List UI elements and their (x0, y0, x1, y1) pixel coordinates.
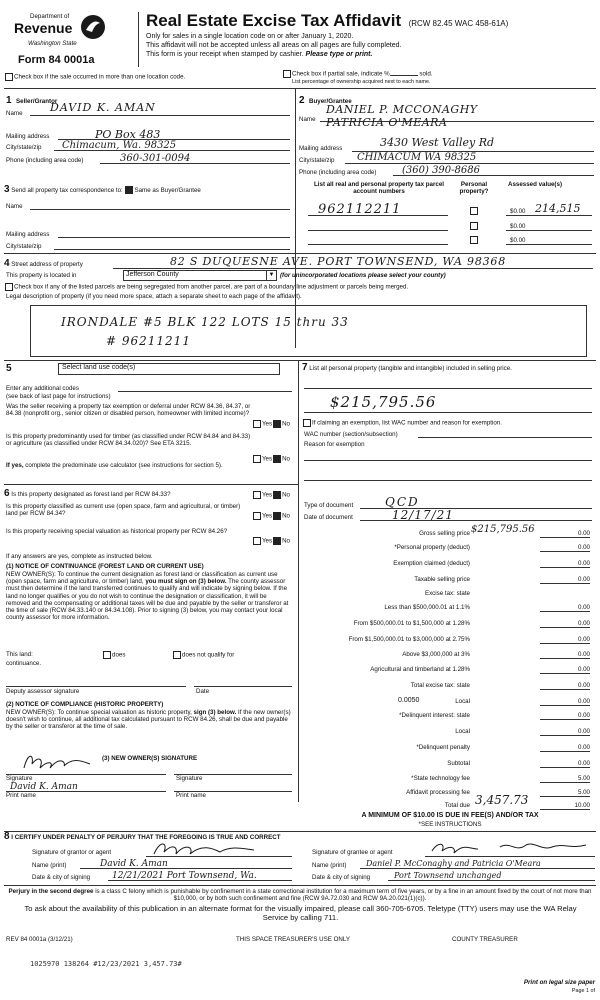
taxable-value[interactable]: 0.00 (540, 576, 590, 584)
street-address[interactable]: 82 S DUQUESNE AVE. PORT TOWNSEND, WA 98368 (170, 255, 507, 268)
excise-state-label: Excise tax: state (424, 590, 470, 597)
seller-mailing[interactable]: PO Box 483 (95, 128, 161, 141)
certify: 8 I CERTIFY UNDER PENALTY OF PERJURY THAT THE FOREGOING IS TRUE AND CORRECT (4, 831, 281, 842)
new-owner-print-label-2: Print name (176, 792, 206, 799)
continuance: continuance. (6, 660, 42, 667)
county-treasurer: COUNTY TREASURER (452, 936, 518, 943)
does-not-check[interactable]: does not qualify for (172, 651, 234, 659)
seller-city[interactable]: Chimacum, Wa. 98325 (62, 140, 177, 151)
assessed-value-1-hw: 214,515 (535, 202, 581, 215)
send-correspondence: 3 Send all property tax correspondence to: Same as Buyer/Grantee (4, 184, 201, 195)
county-label: This property is located in (6, 272, 77, 279)
doc-type-label: Type of document (304, 502, 354, 509)
s6-q3: Is this property receiving special valuation as historical property per RCW 84.26? (6, 528, 228, 535)
total-state-value[interactable]: 0.00 (540, 682, 590, 690)
penalty-value[interactable]: 0.00 (540, 744, 590, 752)
notice2-text: NEW OWNER(S): To continue special valuation as historic property, sign (3) below. If the new owner(s) doesn't wish to continue, all additional tax calculated pursuant to RCW 84.26, shall be due and payable by the seller or transferor at the time of sale. (6, 709, 291, 731)
buyer-name-2[interactable]: PATRICIA O'MEARA (326, 116, 448, 129)
tier4-label: Above $3,000,000 at 3% (402, 651, 470, 658)
total-due-value[interactable]: 10.00 (540, 802, 590, 810)
tier4-value[interactable]: 0.00 (540, 651, 590, 659)
subtotal-value[interactable]: 0.00 (540, 760, 590, 768)
personal-header: Personal property? (459, 181, 489, 196)
header-line-1: Only for sales in a single location code on or after January 1, 2020. (146, 33, 354, 40)
personal-property-value[interactable]: $215,795.56 (330, 393, 437, 411)
wa-state-logo-icon (80, 14, 106, 40)
s3-mailing-label: Mailing address (6, 231, 50, 238)
s5-q1-yes[interactable] (253, 420, 261, 428)
local-value[interactable]: 0.00 (540, 698, 590, 706)
s6-q2-yes[interactable] (253, 512, 261, 520)
seller-mailing-label: Mailing address (6, 133, 50, 140)
total-due-label: Total due (444, 802, 470, 809)
agency-name: Revenue (14, 20, 73, 36)
s5-q2: Is this property predominantly used for timber (as classified under RCW 84.84 and 84.33) or agriculture (as classified under RCW 84.34.020)? See ETA 3215. (6, 433, 251, 448)
notice1-text: NEW OWNER(S): To continue the current designation as forest land or classification as current use (open space, farm and agriculture, or timber) land, you must sign on (3) below. The county assessor must then determine if the land transferred continues to qualify and will indicate by signing below. If the land no longer qualifies or you do not wish to continue the designation or classification, it will be removed and the compensating or additional taxes will be due and payable by the seller or transferor at the time of sale (RCW 84.33.140 or 84.34.108). Prior to signing (3) below, you may contact your local county assessor for more information. (6, 571, 289, 622)
does-check[interactable]: does (102, 651, 125, 659)
seller-phone[interactable]: 360-301-0094 (120, 153, 191, 164)
seller-city-label: City/state/zip (6, 144, 42, 151)
legal-line-2: # 96211211 (106, 334, 191, 348)
does-not-checkbox[interactable] (173, 651, 181, 659)
legal-description-box[interactable] (30, 305, 587, 357)
wac-label: WAC number (section/subsection) (304, 431, 398, 438)
new-owner-print-name[interactable]: David K. Aman (10, 782, 78, 792)
claim-label: If claiming an exemption, list WAC number and reason for exemption. (302, 419, 502, 427)
segregated-check[interactable]: Check box if any of the listed parcels are being segregated from another parcel, are part of a boundary line adjustment or parcels being merged. (4, 283, 408, 291)
tier3-value[interactable]: 0.00 (540, 636, 590, 644)
s5-q1-no[interactable] (273, 420, 281, 428)
see-back: (see back of last page for instructions) (6, 393, 111, 400)
ag-label: Agricultural and timberland at 1.28% (370, 666, 470, 673)
delinq-state-value[interactable]: 0.00 (540, 712, 590, 720)
doc-type-value[interactable]: QCD (385, 495, 420, 509)
doc-date-label: Date of document (304, 514, 353, 521)
dor-logo (8, 12, 133, 67)
new-owner-sig-label-2: Signature (176, 775, 203, 782)
tier1-label: Less than $500,000.01 at 1.1% (384, 604, 470, 611)
buyer-city[interactable]: CHIMACUM WA 98325 (357, 152, 477, 163)
parcel-number[interactable]: 962112211 (318, 202, 402, 217)
partial-sale-check[interactable]: Check box if partial sale, indicate % sold. (282, 70, 433, 78)
s5-q2-note: If yes, complete the predominate use calculator (see instructions for section 5). (6, 462, 223, 469)
new-owner-print-label: Print name (6, 792, 36, 799)
delinq-local-label: Local (455, 728, 470, 735)
subtotal-label: Subtotal (447, 760, 470, 767)
form-number: Form 84 0001a (18, 54, 95, 66)
seller-heading: 1 Seller/Grantor (6, 95, 58, 106)
taxable-label: Taxable selling price (414, 576, 470, 583)
buyer-heading: 2 Buyer/Grantee (299, 95, 352, 106)
grantor-sig-label: Signature of grantor or agent (32, 849, 112, 856)
seller-name[interactable]: DAVID K. AMAN (50, 101, 156, 114)
grantor-signature[interactable] (150, 840, 260, 858)
assessed-value-3[interactable]: $0.00 (510, 237, 526, 244)
buyer-city-label: City/state/zip (299, 157, 335, 164)
alternate-format: To ask about the availability of this publication in an alternate format for the visually impaired, please call 360-705-6705. Teletype (TTY) users may use the WA Relay Service by calling 711. (24, 904, 577, 922)
same-as-buyer-checkbox[interactable] (125, 186, 133, 194)
tier3-label: From $1,500,000.01 to $3,000,000 at 2.75% (348, 636, 470, 643)
s6-q3-answer: Yes No (252, 537, 290, 545)
grantor-date-city[interactable]: 12/21/2021 Port Townsend, Wa. (112, 871, 257, 881)
tier2-label: From $500,000.01 to $1,500,000 at 1.28% (353, 620, 470, 627)
new-owner-signature[interactable] (20, 750, 100, 774)
s5-q1: Was the seller receiving a property tax exemption or deferral under RCW 84.36, 84.37, or 84.38 (nonprofit org., senior citizen or disabled person, homeowner with limited income)? (6, 403, 251, 418)
grantee-date-city[interactable]: Port Townsend unchanged (394, 871, 502, 880)
legal-size-note: Print on legal size paper (523, 979, 595, 986)
section-5-number: 5 (6, 363, 12, 374)
street-label: 4 Street address of property (4, 258, 83, 269)
delinq-state-label: *Delinquent interest: state (399, 712, 470, 719)
list-personal: 7 List all personal property (tangible and intangible) included in selling price. (302, 362, 512, 373)
assessed-value-1[interactable]: $0.00 (510, 208, 526, 215)
multi-location-check[interactable]: Check box if the sale occurred in more than one location code. (4, 73, 185, 81)
tech-fee-value[interactable]: 5.00 (540, 775, 590, 783)
tier2-value[interactable]: 0.00 (540, 620, 590, 628)
minimum-note: A MINIMUM OF $10.00 IS DUE IN FEE(S) AND/OR TAX (361, 812, 539, 819)
page-number: Page 1 of (571, 988, 595, 994)
grantee-sig-label: Signature of grantee or agent (312, 849, 393, 856)
penalty-label: *Delinquent penalty (416, 744, 470, 751)
exemption-label: Exemption claimed (deduct) (393, 560, 470, 567)
notice3-title: (3) NEW OWNER(S) SIGNATURE (102, 755, 198, 762)
buyer-name-1[interactable]: DANIEL P. MCCONAGHY (326, 103, 478, 116)
buyer-mailing[interactable]: 3430 West Valley Rd (380, 136, 495, 149)
buyer-mailing-label: Mailing address (299, 145, 343, 152)
grantee-name-label: Name (print) (312, 862, 347, 869)
gross-hw: $215,795.56 (471, 524, 535, 535)
local-rate: 0.0050 (398, 697, 420, 704)
form-title: Real Estate Excise Tax Affidavit (RCW 82.45 WAC 458-61A) (146, 11, 509, 30)
s6-q1-yes[interactable] (253, 491, 261, 499)
assessed-value-2[interactable]: $0.00 (510, 223, 526, 230)
grantor-name-label: Name (print) (32, 862, 67, 869)
s6-if-yes: If any answers are yes, complete as instructed below. (6, 553, 153, 560)
total-due-hw: 3,457.73 (475, 793, 529, 807)
chevron-down-icon: ▼ (266, 271, 276, 280)
enter-codes: Enter any additional codes (6, 385, 79, 392)
s6-q1-no[interactable] (273, 491, 281, 499)
seller-name-label: Name (6, 110, 23, 117)
gross-value[interactable]: 0.00 (540, 530, 590, 538)
see-instructions: *SEE INSTRUCTIONS (418, 821, 482, 828)
personal-checkbox-2[interactable] (470, 222, 478, 230)
rev-number: REV 84 0001a (3/12/21) (6, 936, 73, 943)
grantee-date-label: Date & city of signing (312, 874, 371, 881)
s3-city-label: City/state/zip (6, 243, 42, 250)
perjury-notice: Perjury in the second degree is a class C felony which is punishable by confinement in a state correctional institution for a maximum term of five years, or by a fine in an amount fixed by the court of not more than $10,000, or by both such confinement and fine (RCW 9A.72.030 and RCW 9A.20.021(1)(c)). (8, 888, 592, 903)
treasurer-stamp: 1025970 138264 #12/23/2021 3,457.73# (30, 960, 182, 968)
delinq-local-value[interactable]: 0.00 (540, 728, 590, 736)
land-use-select[interactable]: Select land use code(s) (58, 363, 280, 375)
s5-q2-answer: Yes No (252, 455, 290, 463)
legal-line-1: IRONDALE #5 BLK 122 LOTS 15 thru 33 (61, 315, 349, 329)
s6-q3-yes[interactable] (253, 537, 261, 545)
s6-q2-answer: Yes No (252, 512, 290, 520)
this-land: This land: (6, 651, 33, 658)
doc-date-value[interactable]: 12/17/21 (392, 508, 454, 522)
seller-phone-label: Phone (including area code) (6, 157, 84, 164)
s6-q1: 6 Is this property designated as forest land per RCW 84.33? (4, 488, 171, 499)
s6-q2-no[interactable] (273, 512, 281, 520)
dept-label: Department of (30, 13, 70, 20)
s5-q1-answer: Yes No (252, 420, 290, 428)
personal-checkbox-1[interactable] (470, 207, 478, 215)
notice2-title: (2) NOTICE OF COMPLIANCE (HISTORIC PROPERTY) (6, 701, 164, 708)
list-pct-note: List percentage of ownership acquired next to each name. (292, 79, 431, 85)
partial-sale-checkbox[interactable] (283, 70, 291, 78)
exemption-value[interactable]: 0.00 (540, 560, 590, 568)
total-state-label: Total excise tax: state (410, 682, 470, 689)
deputy-date-label: Date (196, 688, 210, 695)
reason-label: Reason for exemption (304, 441, 365, 448)
new-owner-sig-label: Signature (6, 775, 33, 782)
county-select[interactable]: Jefferson County ▼ (123, 270, 277, 281)
proc-fee-label: Affidavit processing fee (406, 789, 470, 796)
treasurer-use: THIS SPACE TREASURER'S USE ONLY (236, 936, 350, 943)
personal-deduct-value[interactable]: 0.00 (540, 544, 590, 552)
multi-location-checkbox[interactable] (5, 73, 13, 81)
proc-fee-value[interactable]: 5.00 (540, 789, 590, 797)
s6-q1-answer: Yes No (252, 491, 290, 499)
personal-deduct-label: *Personal property (deduct) (394, 544, 470, 551)
notice1-title: (1) NOTICE OF CONTINUANCE (FOREST LAND OR CURRENT USE) (6, 563, 204, 570)
gross-label: Gross selling price (419, 530, 470, 537)
s6-q2: Is this property classified as current use (open space, farm and agricultural, or timber) land per RCW 84.34? (6, 503, 241, 518)
state-label: Washington State (28, 40, 77, 47)
grantee-signature[interactable] (430, 839, 590, 857)
ag-value[interactable]: 0.00 (540, 666, 590, 674)
grantor-date-label: Date & city of signing (32, 874, 91, 881)
assessed-header: Assessed value(s) (508, 181, 562, 188)
county-note: (for unincorporated locations please select your county) (280, 272, 446, 279)
buyer-phone[interactable]: (360) 390-8686 (402, 165, 480, 176)
tier1-value[interactable]: 0.00 (540, 604, 590, 612)
local-label: Local (455, 698, 470, 705)
tech-fee-label: *State technology fee (411, 775, 470, 782)
grantor-name[interactable]: David K. Aman (100, 859, 168, 869)
header-line-3: This form is your receipt when stamped by cashier. Please type or print. (146, 51, 373, 58)
s6-q3-no[interactable] (273, 537, 281, 545)
parcel-list-header: List all real and personal property tax parcel account numbers (314, 181, 444, 196)
header-line-2: This affidavit will not be accepted unless all areas on all pages are fully completed. (146, 42, 402, 49)
does-checkbox[interactable] (103, 651, 111, 659)
personal-checkbox-3[interactable] (470, 236, 478, 244)
claim-exemption-checkbox[interactable] (303, 419, 311, 427)
buyer-name-label: Name (299, 116, 316, 123)
buyer-phone-label: Phone (including area code) (299, 169, 377, 176)
s3-name-label: Name (6, 203, 23, 210)
segregated-checkbox[interactable] (5, 283, 13, 291)
grantee-name[interactable]: Daniel P. McConaghy and Patricia O'Meara (366, 859, 541, 868)
legal-label: Legal description of property (if you need more space, attach a separate sheet to each page of the affidavit). (6, 293, 302, 300)
deputy-signature-label: Deputy assessor signature (6, 688, 80, 695)
